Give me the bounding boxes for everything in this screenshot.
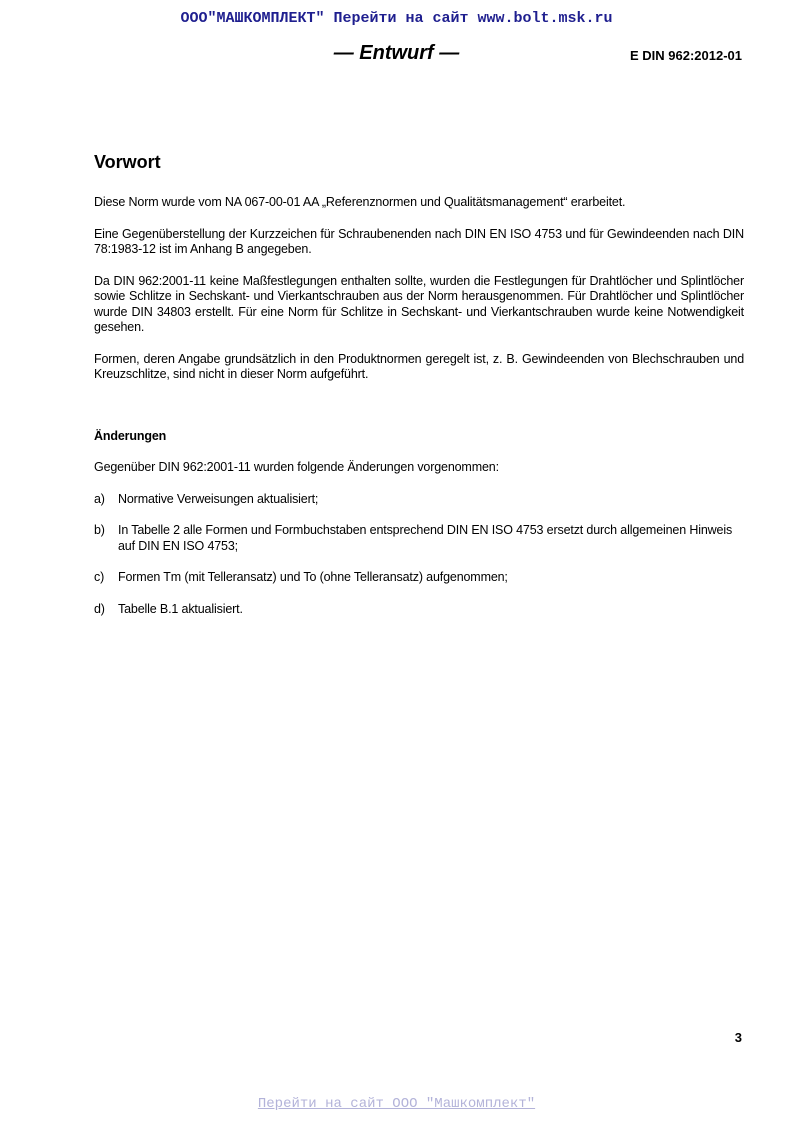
document-number: E DIN 962:2012-01 <box>629 48 742 63</box>
vorwort-heading: Vorwort <box>94 152 161 172</box>
page-number: 3 <box>734 1030 742 1045</box>
list-item <box>94 570 744 586</box>
list-item <box>94 602 744 618</box>
page-content <box>94 150 744 633</box>
list-marker: c) <box>94 570 105 584</box>
bottom-site-link[interactable]: Перейти на сайт ООО "Машкомплект" <box>257 1096 536 1112</box>
list-item-text: Tabelle B.1 aktualisiert. <box>118 601 243 616</box>
aenderungen-heading: Änderungen <box>94 428 167 443</box>
vorwort-paragraph-3: Da DIN 962:2001-11 keine Maßfestlegungen enthalten sollte, wurden die Festlegungen für Drahtlöcher und Splintlöcher sowie Schlitze in Sechskant- und Vierkantschrauben aus der Norm herausgenommen. Für Drahtlöcher und Splintlöcher wurde DIN 34803 erstellt. Für eine Norm für Schlitze in Sechskant- und Vierkantschrauben wurde keine Notwendigkeit gesehen. <box>94 273 744 334</box>
vorwort-paragraph-4: Formen, deren Angabe grundsätzlich in den Produktnormen geregelt ist, z. B. Gewindeenden von Blechschrauben und Kreuzschlitze, sind nicht in dieser Norm aufgeführt. <box>94 351 744 381</box>
top-site-link[interactable]: ООО"МАШКОМПЛЕКТ" Перейти на сайт www.bolt.msk.ru <box>180 10 613 27</box>
list-marker: b) <box>94 523 105 537</box>
vorwort-paragraph-2: Eine Gegenüberstellung der Kurzzeichen für Schraubenenden nach DIN EN ISO 4753 und für Gewindeenden nach DIN 78:1983-12 ist im Anhang B angegeben. <box>94 226 744 256</box>
draft-label: — Entwurf — <box>333 42 460 64</box>
list-item-text: In Tabelle 2 alle Formen und Formbuchstaben entsprechend DIN EN ISO 4753 ersetzt durch allgemeinen Hinweis auf DIN EN ISO 4753; <box>118 523 733 553</box>
list-marker: a) <box>94 491 105 506</box>
list-item-text: Formen Tm (mit Telleransatz) und To (ohne Telleransatz) aufgenommen; <box>118 570 508 584</box>
list-item-text: Normative Verweisungen aktualisiert; <box>118 491 319 506</box>
list-item <box>94 492 744 508</box>
vorwort-paragraph-1: Diese Norm wurde vom NA 067-00-01 AA „Referenznormen und Qualitätsmanagement“ erarbeitet. <box>94 195 626 209</box>
list-item <box>94 523 744 554</box>
list-marker: d) <box>94 601 105 616</box>
aenderungen-intro: Gegenüber DIN 962:2001-11 wurden folgende Änderungen vorgenommen: <box>94 460 499 474</box>
